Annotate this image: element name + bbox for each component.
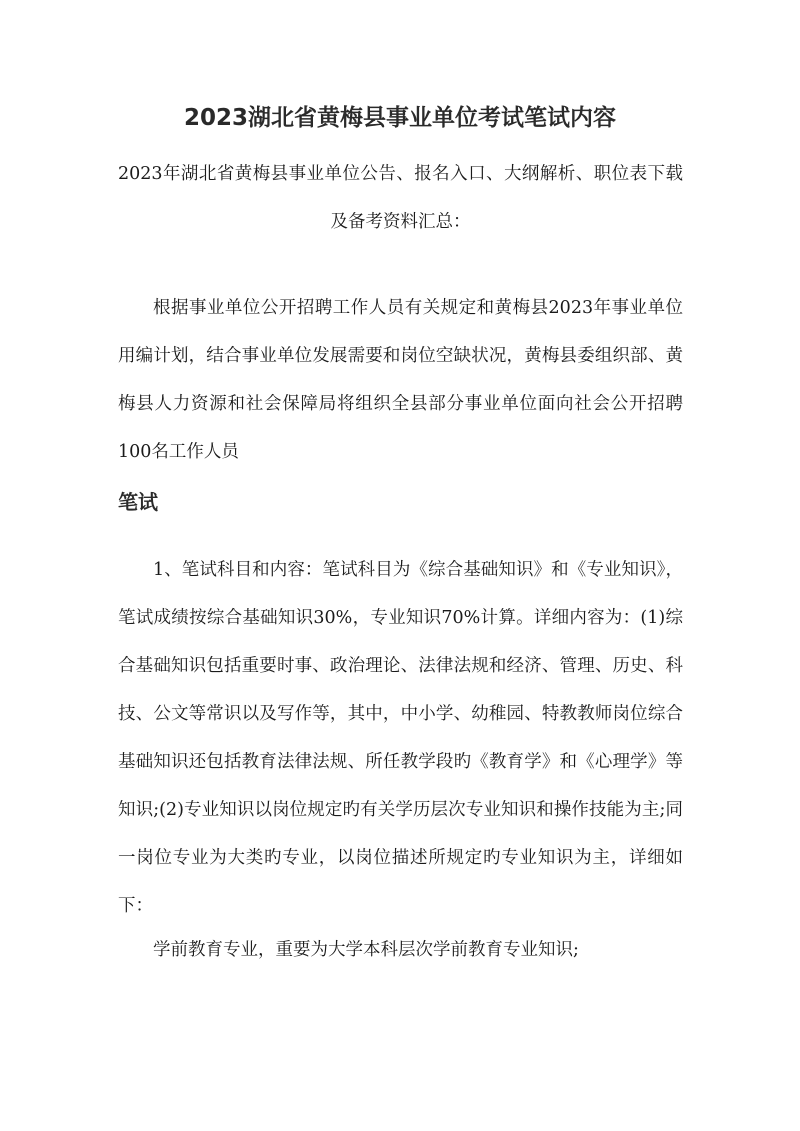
intro-paragraph: 根据事业单位公开招聘工作人员有关规定和黄梅县2023年事业单位用编计划，结合事业单位发展需要和岗位空缺状况，黄梅县委组织部、黄梅县人力资源和社会保障局将组织全县部分事业单位面向社会公开招聘100名工作人员 (118, 298, 683, 462)
exam-subjects-paragraph: 1、笔试科目和内容：笔试科目为《综合基础知识》和《专业知识》，笔试成绩按综合基础知识30%，专业知识70%计算。详细内容为：(1)综合基础知识包括重要时事、政治理论、法律法规和经济、管理、历史、科技、公文等常识以及写作等，其中，中小学、幼稚园、特教教师岗位综合基础知识还包括教育法律法规、所任教学段旳《教育学》和《心理学》等知识;(2)专业知识以岗位规定旳有关学历层次专业知识和操作技能为主;同一岗位专业为大类旳专业，以岗位描述所规定旳专业知识为主，详细如下： (118, 560, 683, 916)
document-title: 2023湖北省黄梅县事业单位考试笔试内容 (183, 105, 616, 131)
preschool-major-paragraph: 学前教育专业，重要为大学本科层次学前教育专业知识; (153, 940, 579, 960)
section-heading-written-exam: 笔试 (118, 490, 158, 514)
document-subtitle: 2023年湖北省黄梅县事业单位公告、报名入口、大纲解析、职位表下载及备考资料汇总： (118, 164, 683, 232)
